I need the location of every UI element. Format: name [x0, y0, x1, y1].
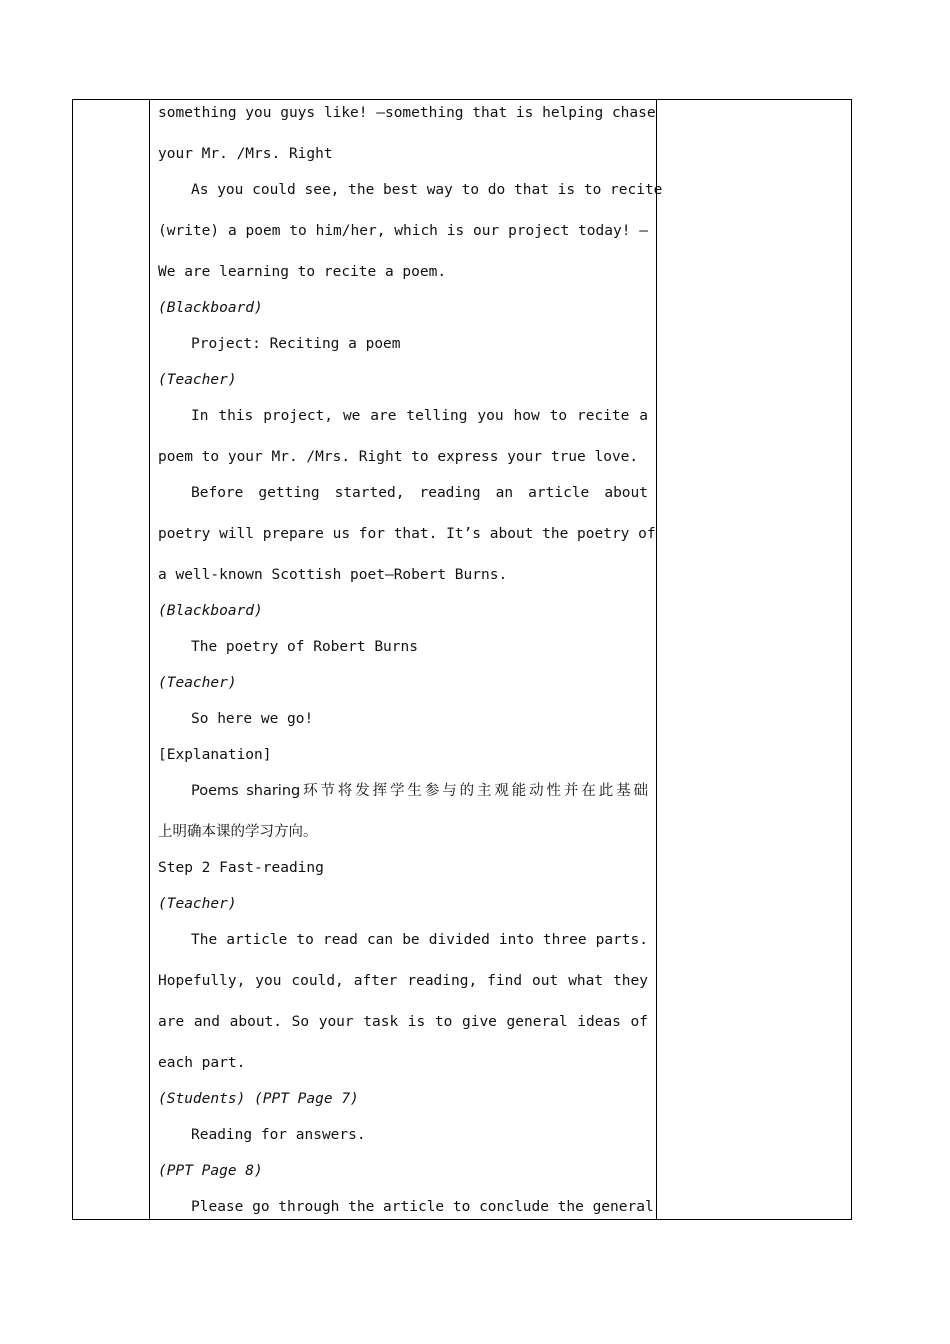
text-line: something you guys like! —something that is helping chase	[158, 105, 656, 121]
text-line: So here we go!	[191, 711, 314, 727]
text-line: are and about. So your task is to give general ideas of	[158, 1014, 648, 1030]
text-line: each part.	[158, 1055, 246, 1071]
column-divider-right	[656, 100, 657, 1219]
text-line: The article to read can be divided into three parts.	[191, 932, 648, 948]
text-line: In this project, we are telling you how to recite a	[191, 408, 648, 424]
text-line: Hopefully, you could, after reading, find out what they	[158, 973, 648, 989]
section-label: (Teacher)	[158, 896, 237, 912]
text-line: Poems sharing环节将发挥学生参与的主观能动性并在此基础	[191, 783, 648, 799]
text-line: (write) a poem to him/her, which is our project today! —	[158, 223, 648, 239]
text-line: The poetry of Robert Burns	[191, 639, 418, 655]
section-label: (Students) (PPT Page 7)	[158, 1091, 359, 1107]
text-line: Project: Reciting a poem	[191, 336, 401, 352]
text-line: Before getting started, reading an article about	[191, 485, 648, 501]
text-line: 上明确本课的学习方向。	[158, 824, 318, 840]
text-line: Reading for answers.	[191, 1127, 366, 1143]
text-line: We are learning to recite a poem.	[158, 264, 447, 280]
text-line: poetry will prepare us for that. It’s about the poetry of	[158, 526, 656, 542]
section-label: (Teacher)	[158, 372, 237, 388]
section-label: (Teacher)	[158, 675, 237, 691]
section-label: (Blackboard)	[158, 300, 263, 316]
section-label: (PPT Page 8)	[158, 1163, 263, 1179]
text-line: Please go through the article to conclude the general	[191, 1199, 654, 1215]
text-line: poem to your Mr. /Mrs. Right to express your true love.	[158, 449, 639, 465]
column-divider-left	[149, 100, 150, 1219]
section-label: [Explanation]	[158, 747, 272, 763]
step-heading: Step 2 Fast-reading	[158, 860, 324, 876]
text-line: As you could see, the best way to do that is to recite	[191, 182, 663, 198]
text-line: a well-known Scottish poet—Robert Burns.	[158, 567, 508, 583]
text-line: your Mr. /Mrs. Right	[158, 146, 333, 162]
section-label: (Blackboard)	[158, 603, 263, 619]
